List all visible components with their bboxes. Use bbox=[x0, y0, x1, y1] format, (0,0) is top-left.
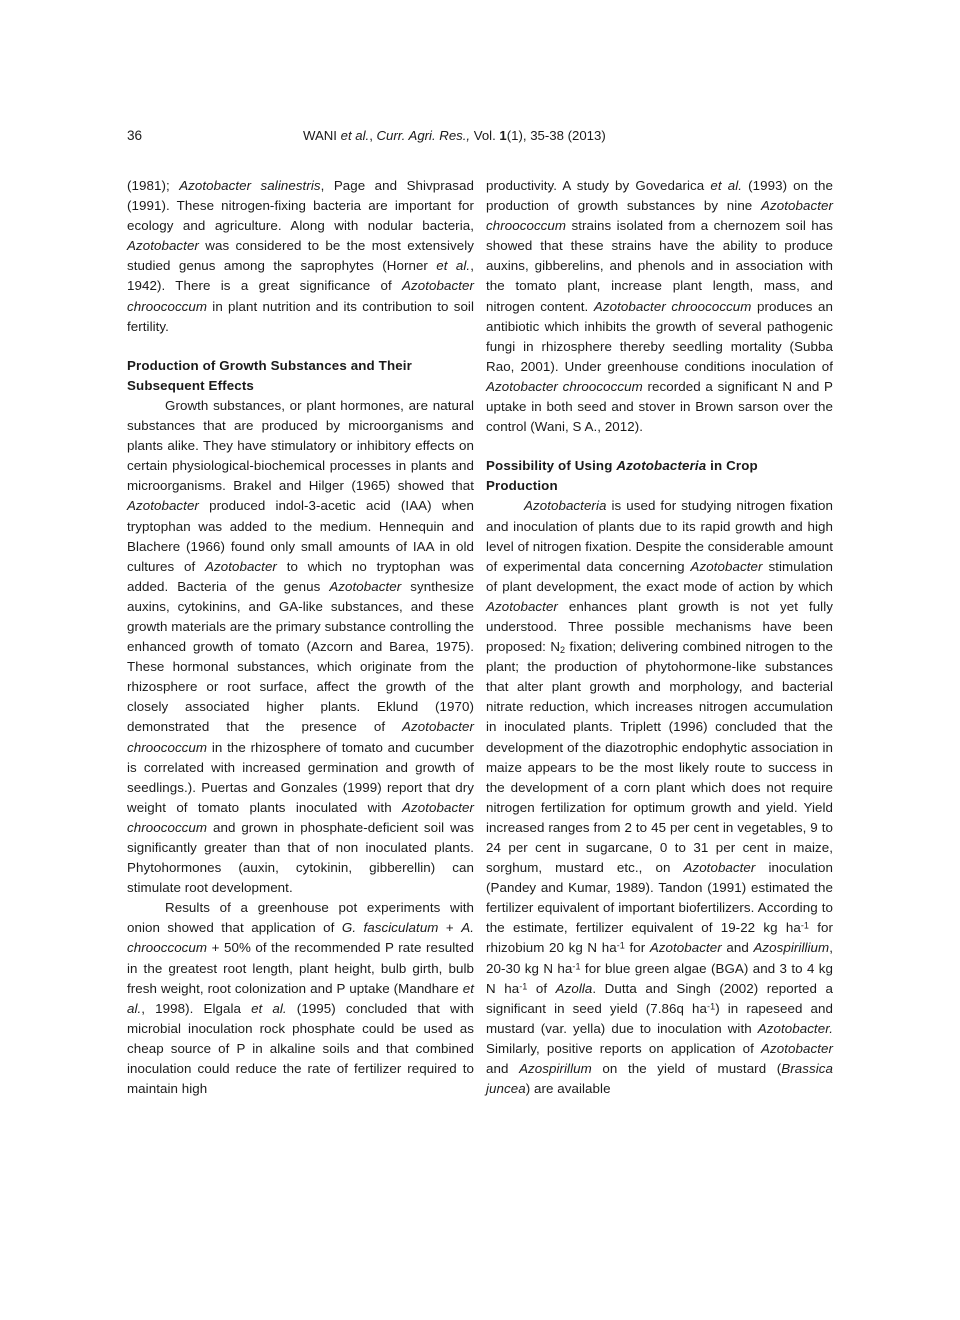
text-run: fixation; delivering combined nitrogen to the plant; the production of phytohormone-like substances that alter plant growth and morphology, and bacterial nitrate reduction, which increases nitrogen accumulation in inoculated plants. Triplett (1996) concluded that the development of the diazotrophic endophytic association in maize appears to be the most likely route to success in the development of a corn plant which does not require nitrogen fertilization for optimum growth and yield. Yield increased ranges from 2 to 45 per cent in vegetables, 9 to 24 per cent in sugarcane, 0 to 31 per cent in maize, sorghum, mustard etc., on bbox=[486, 639, 833, 876]
species-name: Azotobacter bbox=[761, 1040, 833, 1056]
species-name: Azospirillium bbox=[753, 940, 830, 956]
running-head-journal: Curr. Agri. Res., bbox=[376, 128, 471, 143]
running-head-authors: WANI bbox=[303, 128, 341, 143]
text-run: Possibility of Using bbox=[486, 458, 617, 474]
superscript-exponent: -1 bbox=[707, 1001, 716, 1012]
superscript-exponent: -1 bbox=[572, 960, 581, 971]
text-run: Similarly, positive reports on application of bbox=[486, 1040, 762, 1056]
text-run: and grown in phosphate-deficient soil was significantly greater than that of non inoculated plants. Phytohormones (auxin, cytokinin, gibberellin) can stimulate root development. bbox=[127, 819, 474, 896]
species-name: Azotobacter salinestris bbox=[179, 178, 321, 193]
text-run: in the rhizosphere of tomato and cucumber is correlated with increased germination and growth of seedlings.). Puertas and Gonzales (1999) report that dry weight of tomato plants inoculated with bbox=[127, 739, 474, 815]
text-run: and bbox=[721, 940, 754, 956]
text-run: is used for studying nitrogen fixation and inoculation of plants due to its rapid growth and high level of nitrogen fixation. Despite the considerable amount of experimental data concerning bbox=[486, 498, 833, 574]
text-run: produces an antibiotic which inhibits the growth of several pathogenic fungi in rhizosphere thereby seedling mortality (Subba Rao, 2001). Under greenhouse conditions inoculation of bbox=[486, 298, 833, 374]
paragraph-left-3 bbox=[127, 898, 474, 1099]
species-name: Azotobacter bbox=[683, 860, 756, 876]
superscript-exponent: -1 bbox=[519, 981, 528, 992]
text-run: of bbox=[527, 980, 556, 996]
text-run: strains isolated from a chernozem soil has showed that these strains have the ability to produce auxins, gibberelins, and phenols and in association with the tomato plant, increase plant length, mass, and nitrogen content. bbox=[486, 218, 833, 314]
running-head-year: (2013) bbox=[567, 128, 606, 143]
text-run: for bbox=[624, 940, 650, 956]
superscript-exponent: -1 bbox=[800, 920, 810, 931]
text-run: (1993) on the production of growth substances by nine bbox=[486, 178, 833, 214]
subscript-two: 2 bbox=[560, 645, 566, 656]
et-al: et al. bbox=[710, 178, 743, 193]
species-name: Azotobacter bbox=[649, 940, 722, 956]
section-heading-possibility bbox=[486, 456, 833, 496]
text-run: (1981); bbox=[127, 178, 180, 193]
running-head-comma: , bbox=[369, 128, 377, 143]
text-run: inoculation (Pandey and Kumar, 1989). Tandon (1991) estimated the fertilizer equivalent of important biofertilizers. According to the estimate, fertilizer equivalent of 19-22 kg ha bbox=[486, 860, 834, 936]
running-head bbox=[127, 128, 833, 144]
text-run: stimulation of plant development, the exact mode of action by which bbox=[486, 558, 833, 594]
body-columns bbox=[127, 176, 833, 1236]
et-al: et al. bbox=[127, 980, 474, 1016]
text-run: in Crop Production bbox=[486, 458, 758, 494]
species-name: Azotobacter chroococcum bbox=[593, 298, 752, 314]
species-name: Azotobacter chroococcum bbox=[127, 278, 474, 314]
text-run: (1995) concluded that with microbial inoculation rock phosphate could be used as cheap source of P in alkaline soils and that combined inoculation could reduce the rate of fertilizer required to maintain high bbox=[127, 1000, 474, 1097]
text-run: for rhizobium 20 kg N ha bbox=[486, 920, 834, 956]
paragraph-right-1 bbox=[486, 176, 833, 437]
text-run: Growth substances, or plant hormones, are natural substances that are produced by microorganisms and plants alike. They have stimulatory or inhibitory effects on certain physiological-biochemical processes in plants and microorganisms. Brakel and Hilger (1965) showed that bbox=[127, 397, 474, 494]
et-al: et al. bbox=[251, 1000, 287, 1016]
paragraph-left-1 bbox=[127, 176, 474, 337]
species-name: G. fasciculatum bbox=[341, 920, 439, 936]
running-head-vol-label: Vol. bbox=[470, 128, 500, 143]
text-run: productivity. A study by Govedarica bbox=[486, 178, 711, 193]
species-name: Azotobacter. bbox=[757, 1020, 833, 1036]
species-name: Azospirillum bbox=[519, 1061, 592, 1077]
left-column bbox=[127, 176, 474, 1236]
species-name: Azotobacter bbox=[690, 558, 763, 574]
text-run: produced indol-3-acetic acid (IAA) when tryptophan was added to the medium. Hennequin and Blachere (1966) found only small amounts of IAA in old cultures of bbox=[127, 498, 474, 574]
species-name: Azotobacter chroococcum bbox=[127, 719, 474, 755]
text-run: , 1998). Elgala bbox=[141, 1000, 252, 1016]
text-run: , 1942). There is a great significance of bbox=[127, 258, 474, 294]
species-name: A. chrooccocum bbox=[127, 920, 474, 956]
text-run: on the yield of mustard ( bbox=[591, 1061, 782, 1077]
paragraph-left-2 bbox=[127, 396, 474, 898]
right-column bbox=[486, 176, 833, 1236]
species-name: Azotobacter bbox=[127, 238, 199, 254]
species-name: Azotobacter bbox=[205, 558, 277, 574]
text-run: was considered to be the most extensively studied genus among the saprophytes (Horner bbox=[127, 238, 474, 274]
journal-citation bbox=[303, 128, 606, 143]
text-run: . Dutta and Singh (2002) reported a significant in seed yield (7.86q ha bbox=[486, 980, 834, 1016]
text-run: recorded a significant N and P uptake in both seed and stover in Brown sarson over the control (Wani, S A., 2012). bbox=[486, 378, 833, 435]
text-run: to which no tryptophan was added. Bacteria of the genus bbox=[127, 558, 474, 594]
text-run: , 20-30 kg N ha bbox=[486, 940, 833, 976]
species-name: Azotobacter chroococcum bbox=[127, 799, 474, 835]
text-run: Results of a greenhouse pot experiments with onion showed that application of bbox=[127, 900, 474, 936]
species-name: Azotobacter bbox=[127, 498, 199, 514]
species-name: Azotobacteria bbox=[616, 458, 707, 474]
text-run: and bbox=[486, 1061, 520, 1077]
running-head-volume: 1 bbox=[499, 128, 507, 143]
text-run: in plant nutrition and its contribution to soil fertility. bbox=[127, 298, 474, 334]
text-run: , Page and Shivprasad (1991). These nitrogen-fixing bacteria are important for ecology and agriculture. Along with nodular bacteria, bbox=[127, 178, 475, 234]
species-name: Azotobacter bbox=[329, 578, 402, 594]
text-run: + bbox=[438, 920, 462, 936]
text-run: ) are available bbox=[525, 1081, 611, 1097]
paragraph-right-2 bbox=[486, 496, 833, 1099]
text-run: ) in rapeseed and mustard (var. yella) due to inoculation with bbox=[486, 1000, 833, 1036]
species-name: Azotobacteria bbox=[524, 498, 607, 514]
running-head-etal: et al. bbox=[340, 128, 370, 143]
text-run: for blue green algae (BGA) and 3 to 4 kg N ha bbox=[486, 960, 833, 996]
species-name: Azotobacter chroococcum bbox=[486, 198, 833, 234]
page-number: 36 bbox=[127, 128, 143, 143]
species-name: Azotobacter bbox=[486, 598, 558, 614]
species-name: Azolla bbox=[555, 980, 593, 996]
et-al: et al. bbox=[436, 258, 471, 274]
text-run: + 50% of the recommended P rate resulted in the greatest root length, plant height, bulb girth, bulb fresh weight, root colonization and P uptake (Mandhare bbox=[127, 940, 474, 996]
running-head-pages: 35-38 bbox=[530, 128, 568, 143]
text-run: enhances plant growth is not yet fully understood. Three possible mechanisms have been proposed: N bbox=[486, 598, 833, 655]
text-run: synthesize auxins, cytokinins, and GA-like substances, and these growth materials are the primary substance controlling the enhanced growth of tomato (Azcorn and Barea, 1975). These hormonal substances, which originate from the rhizosphere or root surface, affect the growth of the closely associated higher plants. Eklund (1970) demonstrated that the presence of bbox=[127, 578, 474, 735]
running-head-issue: (1), bbox=[506, 128, 531, 143]
superscript-exponent: -1 bbox=[616, 940, 625, 951]
section-heading-production: Production of Growth Substances and Their Subsequent Effects bbox=[127, 357, 412, 393]
species-name: Azotobacter chroococcum bbox=[486, 378, 643, 394]
species-name: Brassica juncea bbox=[486, 1061, 833, 1097]
